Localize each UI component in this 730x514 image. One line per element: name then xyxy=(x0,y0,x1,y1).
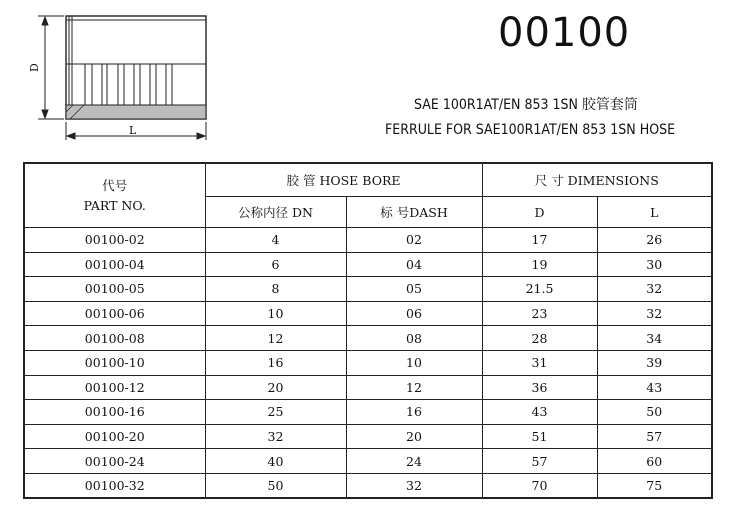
l-cell: 75 xyxy=(597,473,712,498)
l-cell: 34 xyxy=(597,326,712,351)
dn-cell: 16 xyxy=(205,350,346,375)
l-cell: 32 xyxy=(597,277,712,302)
l-cell: 57 xyxy=(597,424,712,449)
table-row xyxy=(24,424,712,449)
l-cell: 50 xyxy=(597,400,712,425)
part-no-cell: 00100-32 xyxy=(24,473,205,498)
l-cell: 32 xyxy=(597,301,712,326)
dn-cell: 12 xyxy=(205,326,346,351)
table-row xyxy=(24,449,712,474)
part-no-cell: 00100-12 xyxy=(24,375,205,400)
dimensions-header: 尺 寸 DIMENSIONS xyxy=(482,163,712,197)
dash-cell: 05 xyxy=(346,277,482,302)
dash-cell: 04 xyxy=(346,252,482,277)
dim-l-label: L xyxy=(129,124,137,137)
table-row xyxy=(24,350,712,375)
spec-table xyxy=(23,162,713,499)
d-cell: 43 xyxy=(482,400,597,425)
part-no-cell: 00100-10 xyxy=(24,350,205,375)
table-row xyxy=(24,400,712,425)
part-no-cell: 00100-24 xyxy=(24,449,205,474)
dash-cell: 02 xyxy=(346,228,482,253)
l-cell: 60 xyxy=(597,449,712,474)
part-no-cell: 00100-04 xyxy=(24,252,205,277)
part-no-header-en: PART NO. xyxy=(83,197,146,213)
part-no-header xyxy=(24,163,205,228)
d-cell: 31 xyxy=(482,350,597,375)
part-no-cell: 00100-08 xyxy=(24,326,205,351)
dash-header: 标 号DASH xyxy=(346,197,482,228)
d-cell: 28 xyxy=(482,326,597,351)
dash-cell: 20 xyxy=(346,424,482,449)
l-cell: 30 xyxy=(597,252,712,277)
d-cell: 70 xyxy=(482,473,597,498)
dn-header: 公称内径 DN xyxy=(205,197,346,228)
part-no-cell: 00100-16 xyxy=(24,400,205,425)
d-cell: 23 xyxy=(482,301,597,326)
l-cell: 26 xyxy=(597,228,712,253)
table-row xyxy=(24,326,712,351)
table-row xyxy=(24,252,712,277)
dash-cell: 32 xyxy=(346,473,482,498)
l-cell: 43 xyxy=(597,375,712,400)
dash-cell: 24 xyxy=(346,449,482,474)
table-row xyxy=(24,473,712,498)
dn-cell: 6 xyxy=(205,252,346,277)
dash-cell: 08 xyxy=(346,326,482,351)
part-no-cell: 00100-05 xyxy=(24,277,205,302)
ferrule-ribs xyxy=(85,64,172,105)
table-row xyxy=(24,301,712,326)
part-no-cell: 00100-02 xyxy=(24,228,205,253)
part-no-cell: 00100-06 xyxy=(24,301,205,326)
d-cell: 51 xyxy=(482,424,597,449)
dim-d-label: D xyxy=(28,63,41,72)
subtitle-chinese: SAE 100R1AT/EN 853 1SN 胶管套筒 xyxy=(414,97,638,113)
dash-cell: 06 xyxy=(346,301,482,326)
l-header: L xyxy=(597,197,712,228)
dn-cell: 32 xyxy=(205,424,346,449)
d-cell: 21.5 xyxy=(482,277,597,302)
d-cell: 57 xyxy=(482,449,597,474)
page-title: 00100 xyxy=(498,10,631,56)
subtitle-english: FERRULE FOR SAE100R1AT/EN 853 1SN HOSE xyxy=(385,122,676,138)
part-no-cell: 00100-20 xyxy=(24,424,205,449)
d-cell: 17 xyxy=(482,228,597,253)
dn-cell: 8 xyxy=(205,277,346,302)
dn-cell: 10 xyxy=(205,301,346,326)
dn-cell: 50 xyxy=(205,473,346,498)
table-row xyxy=(24,228,712,253)
dn-cell: 40 xyxy=(205,449,346,474)
table-row xyxy=(24,375,712,400)
table-row xyxy=(24,277,712,302)
hose-bore-header: 胶 管 HOSE BORE xyxy=(205,163,482,197)
dash-cell: 16 xyxy=(346,400,482,425)
d-header: D xyxy=(482,197,597,228)
ferrule-outline xyxy=(66,16,206,119)
dash-cell: 12 xyxy=(346,375,482,400)
dn-cell: 4 xyxy=(205,228,346,253)
d-cell: 36 xyxy=(482,375,597,400)
ferrule-section-hatch xyxy=(66,105,206,119)
dn-cell: 20 xyxy=(205,375,346,400)
d-cell: 19 xyxy=(482,252,597,277)
part-no-header-cn: 代号 xyxy=(102,177,128,193)
ferrule-drawing xyxy=(0,0,220,160)
dash-cell: 10 xyxy=(346,350,482,375)
dn-cell: 25 xyxy=(205,400,346,425)
l-cell: 39 xyxy=(597,350,712,375)
